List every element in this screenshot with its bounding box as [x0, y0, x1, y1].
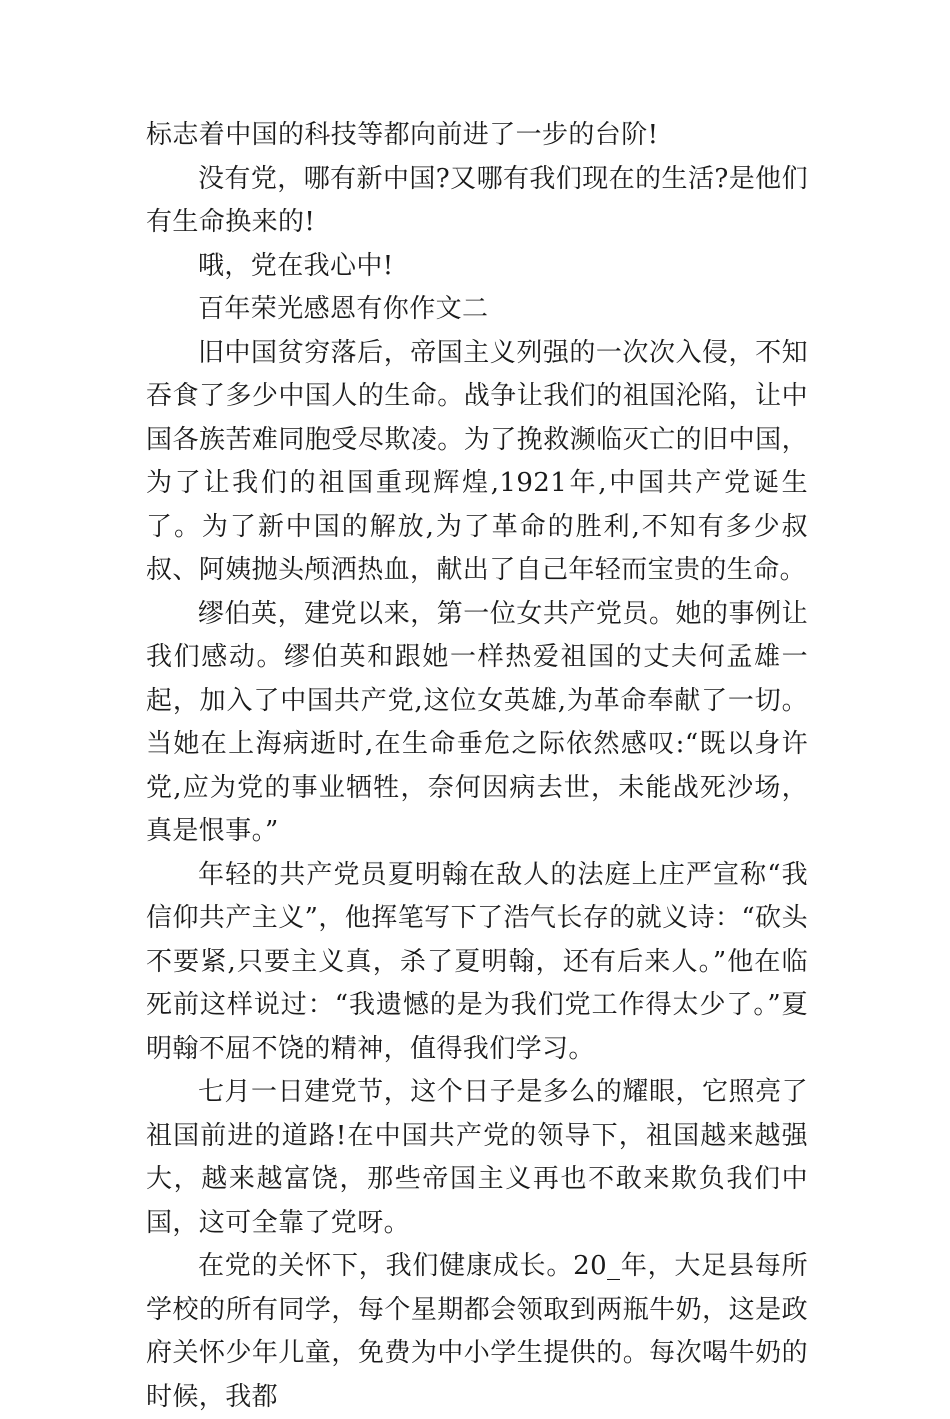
section-title: 百年荣光感恩有你作文二: [198, 294, 489, 324]
paragraph: 旧中国贫穷落后，帝国主义列强的一次次入侵，不知吞食了多少中国人的生命。战争让我们的祖国沦陷，让中国各族苦难同胞受尽欺凌。为了挽救濒临灭亡的旧中国，为了让我们的祖国重现辉煌,1921年,中国共产党诞生了。为了新中国的解放,为了革命的胜利,不知有多少叔叔、阿姨抛头颅洒热血，献出了自己年轻而宝贵的生命。: [146, 337, 808, 585]
paragraph-continuation: 标志着中国的科技等都向前进了一步的台阶!: [146, 120, 659, 150]
paragraph: 七月一日建党节，这个日子是多么的耀眼，它照亮了祖国前进的道路!在中国共产党的领导下，祖国越来越强大，越来越富饶，那些帝国主义再也不敢来欺负我们中国，这可全靠了党呀。: [146, 1077, 808, 1238]
paragraph: 在党的关怀下，我们健康成长。20_年，大足县每所学校的所有同学，每个星期都会领取到两瓶牛奶，这是政府关怀少年儿童，免费为中小学生提供的。每次喝牛奶的时候，我都: [146, 1251, 808, 1412]
paragraph: 年轻的共产党员夏明翰在敌人的法庭上庄严宣称“我信仰共产主义”，他挥笔写下了浩气长存的就义诗：“砍头不要紧,只要主义真，杀了夏明翰，还有后来人。”他在临死前这样说过：“我遗憾的是为我们党工作得太少了。”夏明翰不屈不饶的精神，值得我们学习。: [146, 859, 808, 1064]
document-page: [146, 114, 808, 1419]
paragraph: 哦，党在我心中!: [198, 250, 394, 281]
paragraph: 没有党，哪有新中国?又哪有我们现在的生活?是他们有生命换来的!: [146, 163, 808, 237]
paragraph: 缪伯英，建党以来，第一位女共产党员。她的事例让我们感动。缪伯英和跟她一样热爱祖国的丈夫何孟雄一起，加入了中国共产党,这位女英雄,为革命奉献了一切。当她在上海病逝时,在生命垂危之际依然感叹:“既以身许党,应为党的事业牺牲，奈何因病去世，未能战死沙场，真是恨事。”: [146, 598, 808, 846]
